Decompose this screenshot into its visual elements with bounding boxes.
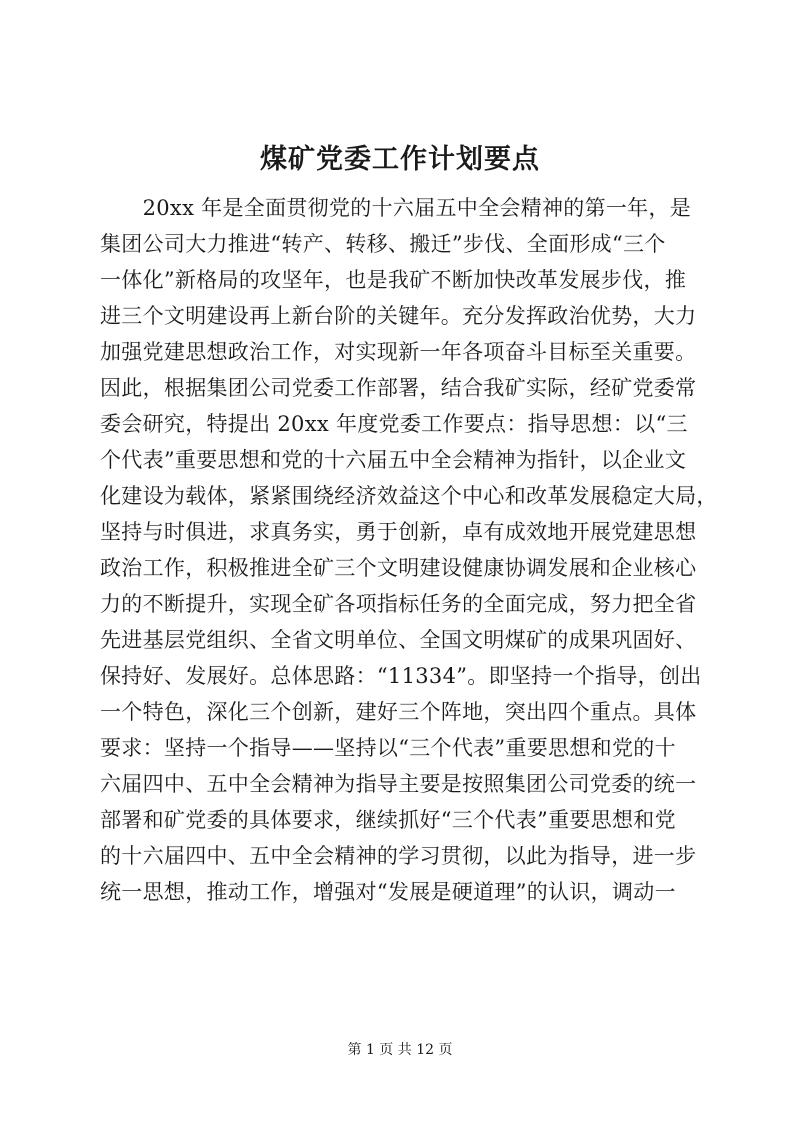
- text-line: 个代表”重要思想和党的十六届五中全会精神为指针，以企业文: [100, 448, 687, 472]
- text-line: 政治工作，积极推进全矿三个文明建设健康协调发展和企业核心: [100, 556, 697, 580]
- text-line: 加强党建思想政治工作，对实现新一年各项奋斗目标至关重要。: [100, 340, 697, 364]
- text-line: 因此，根据集团公司党委工作部署，结合我矿实际，经矿党委常: [100, 376, 697, 400]
- text-line: 20xx 年是全面贯彻党的十六届五中全会精神的第一年，是: [100, 196, 692, 220]
- text-line: 统一思想，推动工作，增强对“发展是硬道理”的认识，调动一: [100, 880, 676, 904]
- text-line: 集团公司大力推进“转产、转移、搬迁”步伐、全面形成“三个: [100, 232, 666, 256]
- text-line: 一个特色，深化三个创新，建好三个阵地，突出四个重点。具体: [100, 700, 697, 724]
- text-line: 六届四中、五中全会精神为指导主要是按照集团公司党委的统一: [100, 772, 697, 796]
- text-line: 进三个文明建设再上新台阶的关键年。充分发挥政治优势，大力: [100, 304, 697, 328]
- document-title: 煤矿党委工作计划要点: [260, 144, 540, 175]
- text-line: 要求：坚持一个指导——坚持以“三个代表”重要思想和党的十: [100, 736, 676, 760]
- text-line: 一体化”新格局的攻坚年，也是我矿不断加快改革发展步伐，推: [100, 268, 687, 292]
- text-line: 化建设为载体，紧紧围绕经济效益这个中心和改革发展稳定大局，: [100, 484, 718, 508]
- text-line: 力的不断提升，实现全矿各项指标任务的全面完成，努力把全省: [100, 592, 697, 616]
- text-line: 的十六届四中、五中全会精神的学习贯彻，以此为指导，进一步: [100, 844, 697, 868]
- text-line: 先进基层党组织、全省文明单位、全国文明煤矿的成果巩固好、: [100, 628, 697, 652]
- text-line: 坚持与时俱进，求真务实，勇于创新，卓有成效地开展党建思想: [100, 520, 697, 544]
- text-line: 保持好、发展好。总体思路：“11334”。即坚持一个指导，创出: [100, 664, 702, 688]
- page-footer: 第 1 页 共 12 页: [347, 1042, 453, 1058]
- text-line: 部署和矿党委的具体要求，继续抓好“三个代表”重要思想和党: [100, 808, 676, 832]
- text-line: 委会研究，特提出 20xx 年度党委工作要点：指导思想：以“三: [100, 412, 688, 436]
- body-text: [100, 190, 720, 910]
